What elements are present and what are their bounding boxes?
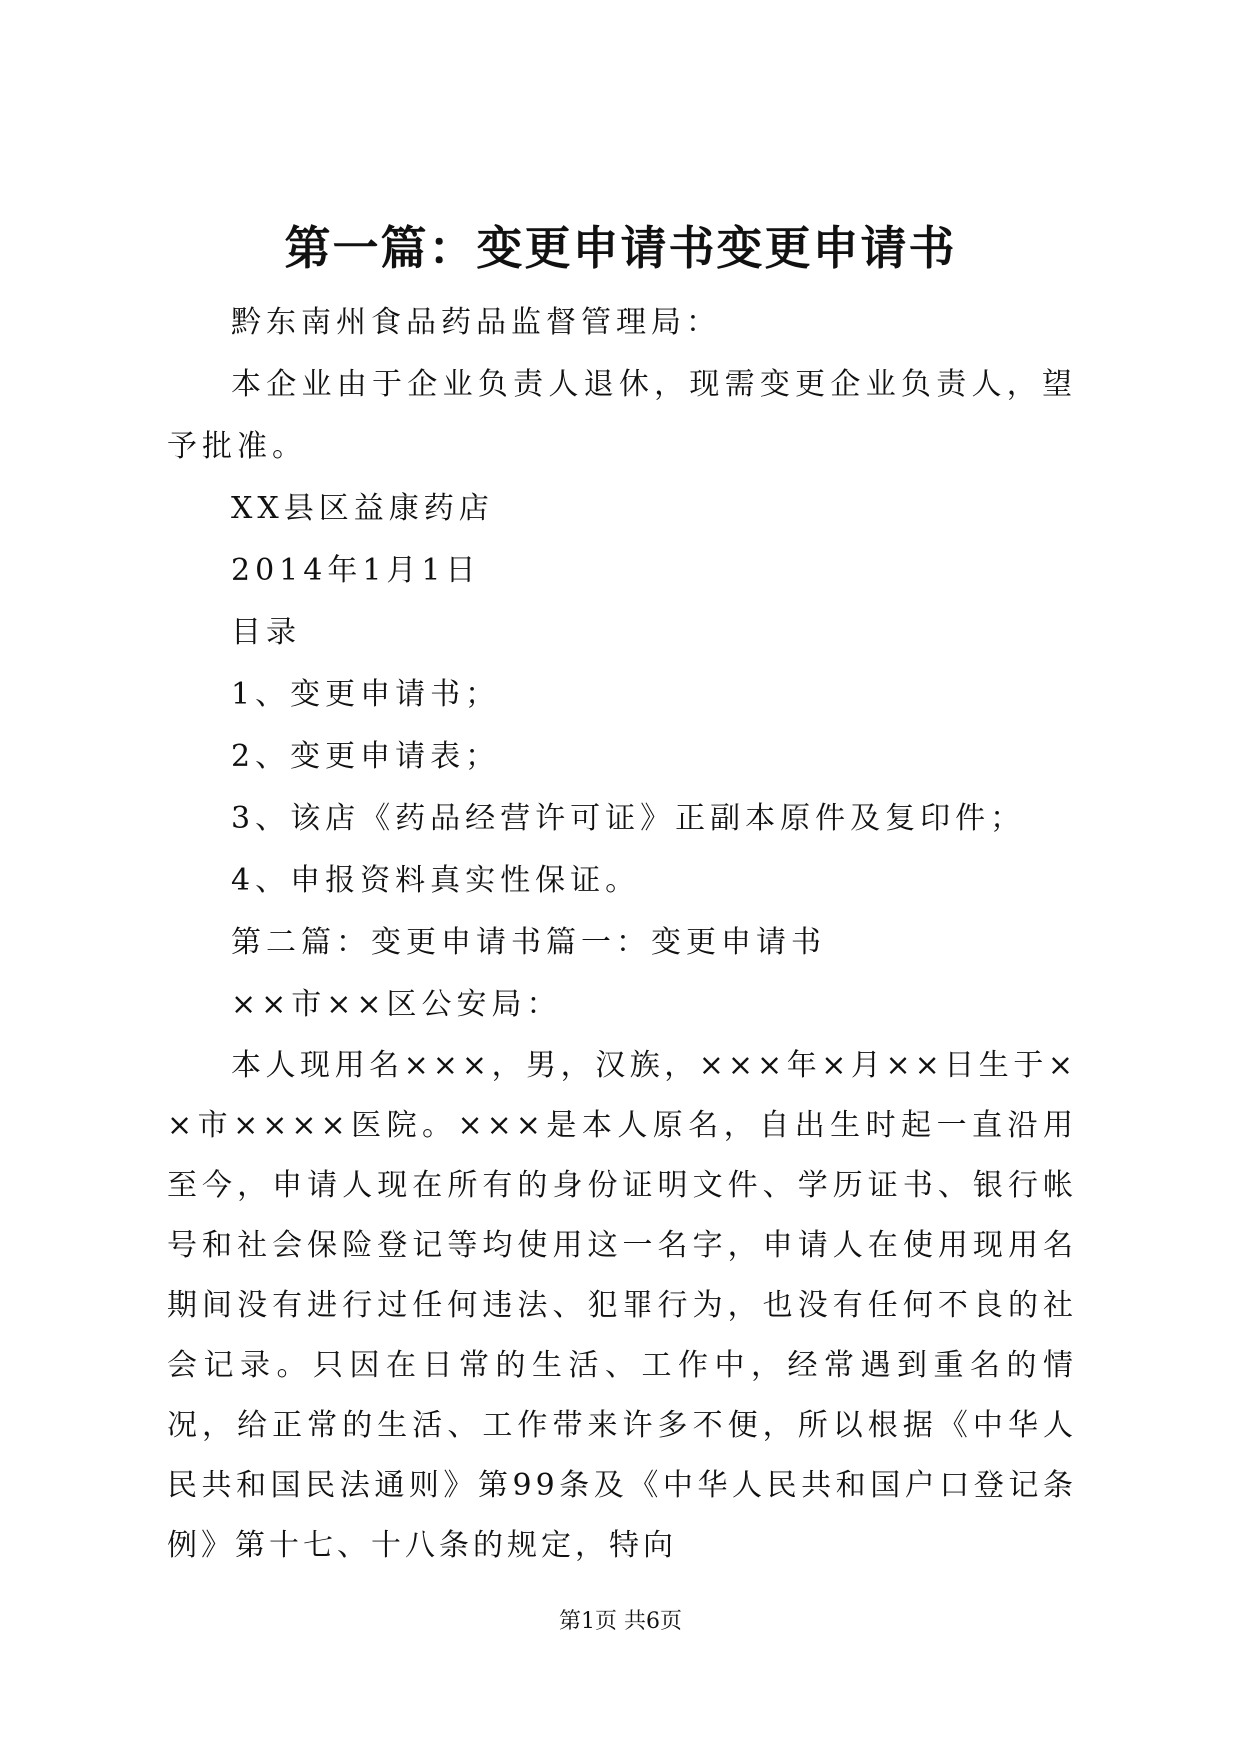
toc-item-1: 1、变更申请书； <box>231 677 501 712</box>
toc-item-3: 3、该店《药品经营许可证》正副本原件及复印件； <box>231 801 1026 836</box>
toc-item-2: 2、变更申请表； <box>231 739 501 774</box>
addressee-line: 黔东南州食品药品监督管理局： <box>231 305 721 340</box>
page-footer: 第1页 共6页 <box>559 1609 682 1634</box>
signature-company: XX县区益康药店 <box>231 491 494 526</box>
toc-heading: 目录 <box>231 615 301 650</box>
toc-item-4: 4、申报资料真实性保证。 <box>231 863 641 898</box>
section-two-heading: 第二篇：变更申请书篇一：变更申请书 <box>231 925 826 960</box>
request-paragraph: 本企业由于企业负责人退休，现需变更企业负责人，望予批准。 <box>167 367 1077 464</box>
name-change-paragraph: 本人现用名×××，男，汉族，×××年×月××日生于××市××××医院。×××是本人原名，自出生时起一直沿用至今，申请人现在所有的身份证明文件、学历证书、银行帐号和社会保险登记等均使用这一名字，申请人在使用现用名期间没有进行过任何违法、犯罪行为，也没有任何不良的社会记录。只因在日常的生活、工作中，经常遇到重名的情况，给正常的生活、工作带来许多不便，所以根据《中华人民共和国民法通则》第99条及《中华人民共和国户口登记条例》第十七、十八条的规定，特向 <box>167 1048 1077 1563</box>
document-body <box>167 292 1077 1576</box>
police-addressee-line: ××市××区公安局： <box>231 987 562 1022</box>
document-title: 第一篇：变更申请书变更申请书 <box>284 221 957 275</box>
signature-date: 2014年1月1日 <box>231 553 481 588</box>
body-text-block <box>167 1036 1077 1576</box>
